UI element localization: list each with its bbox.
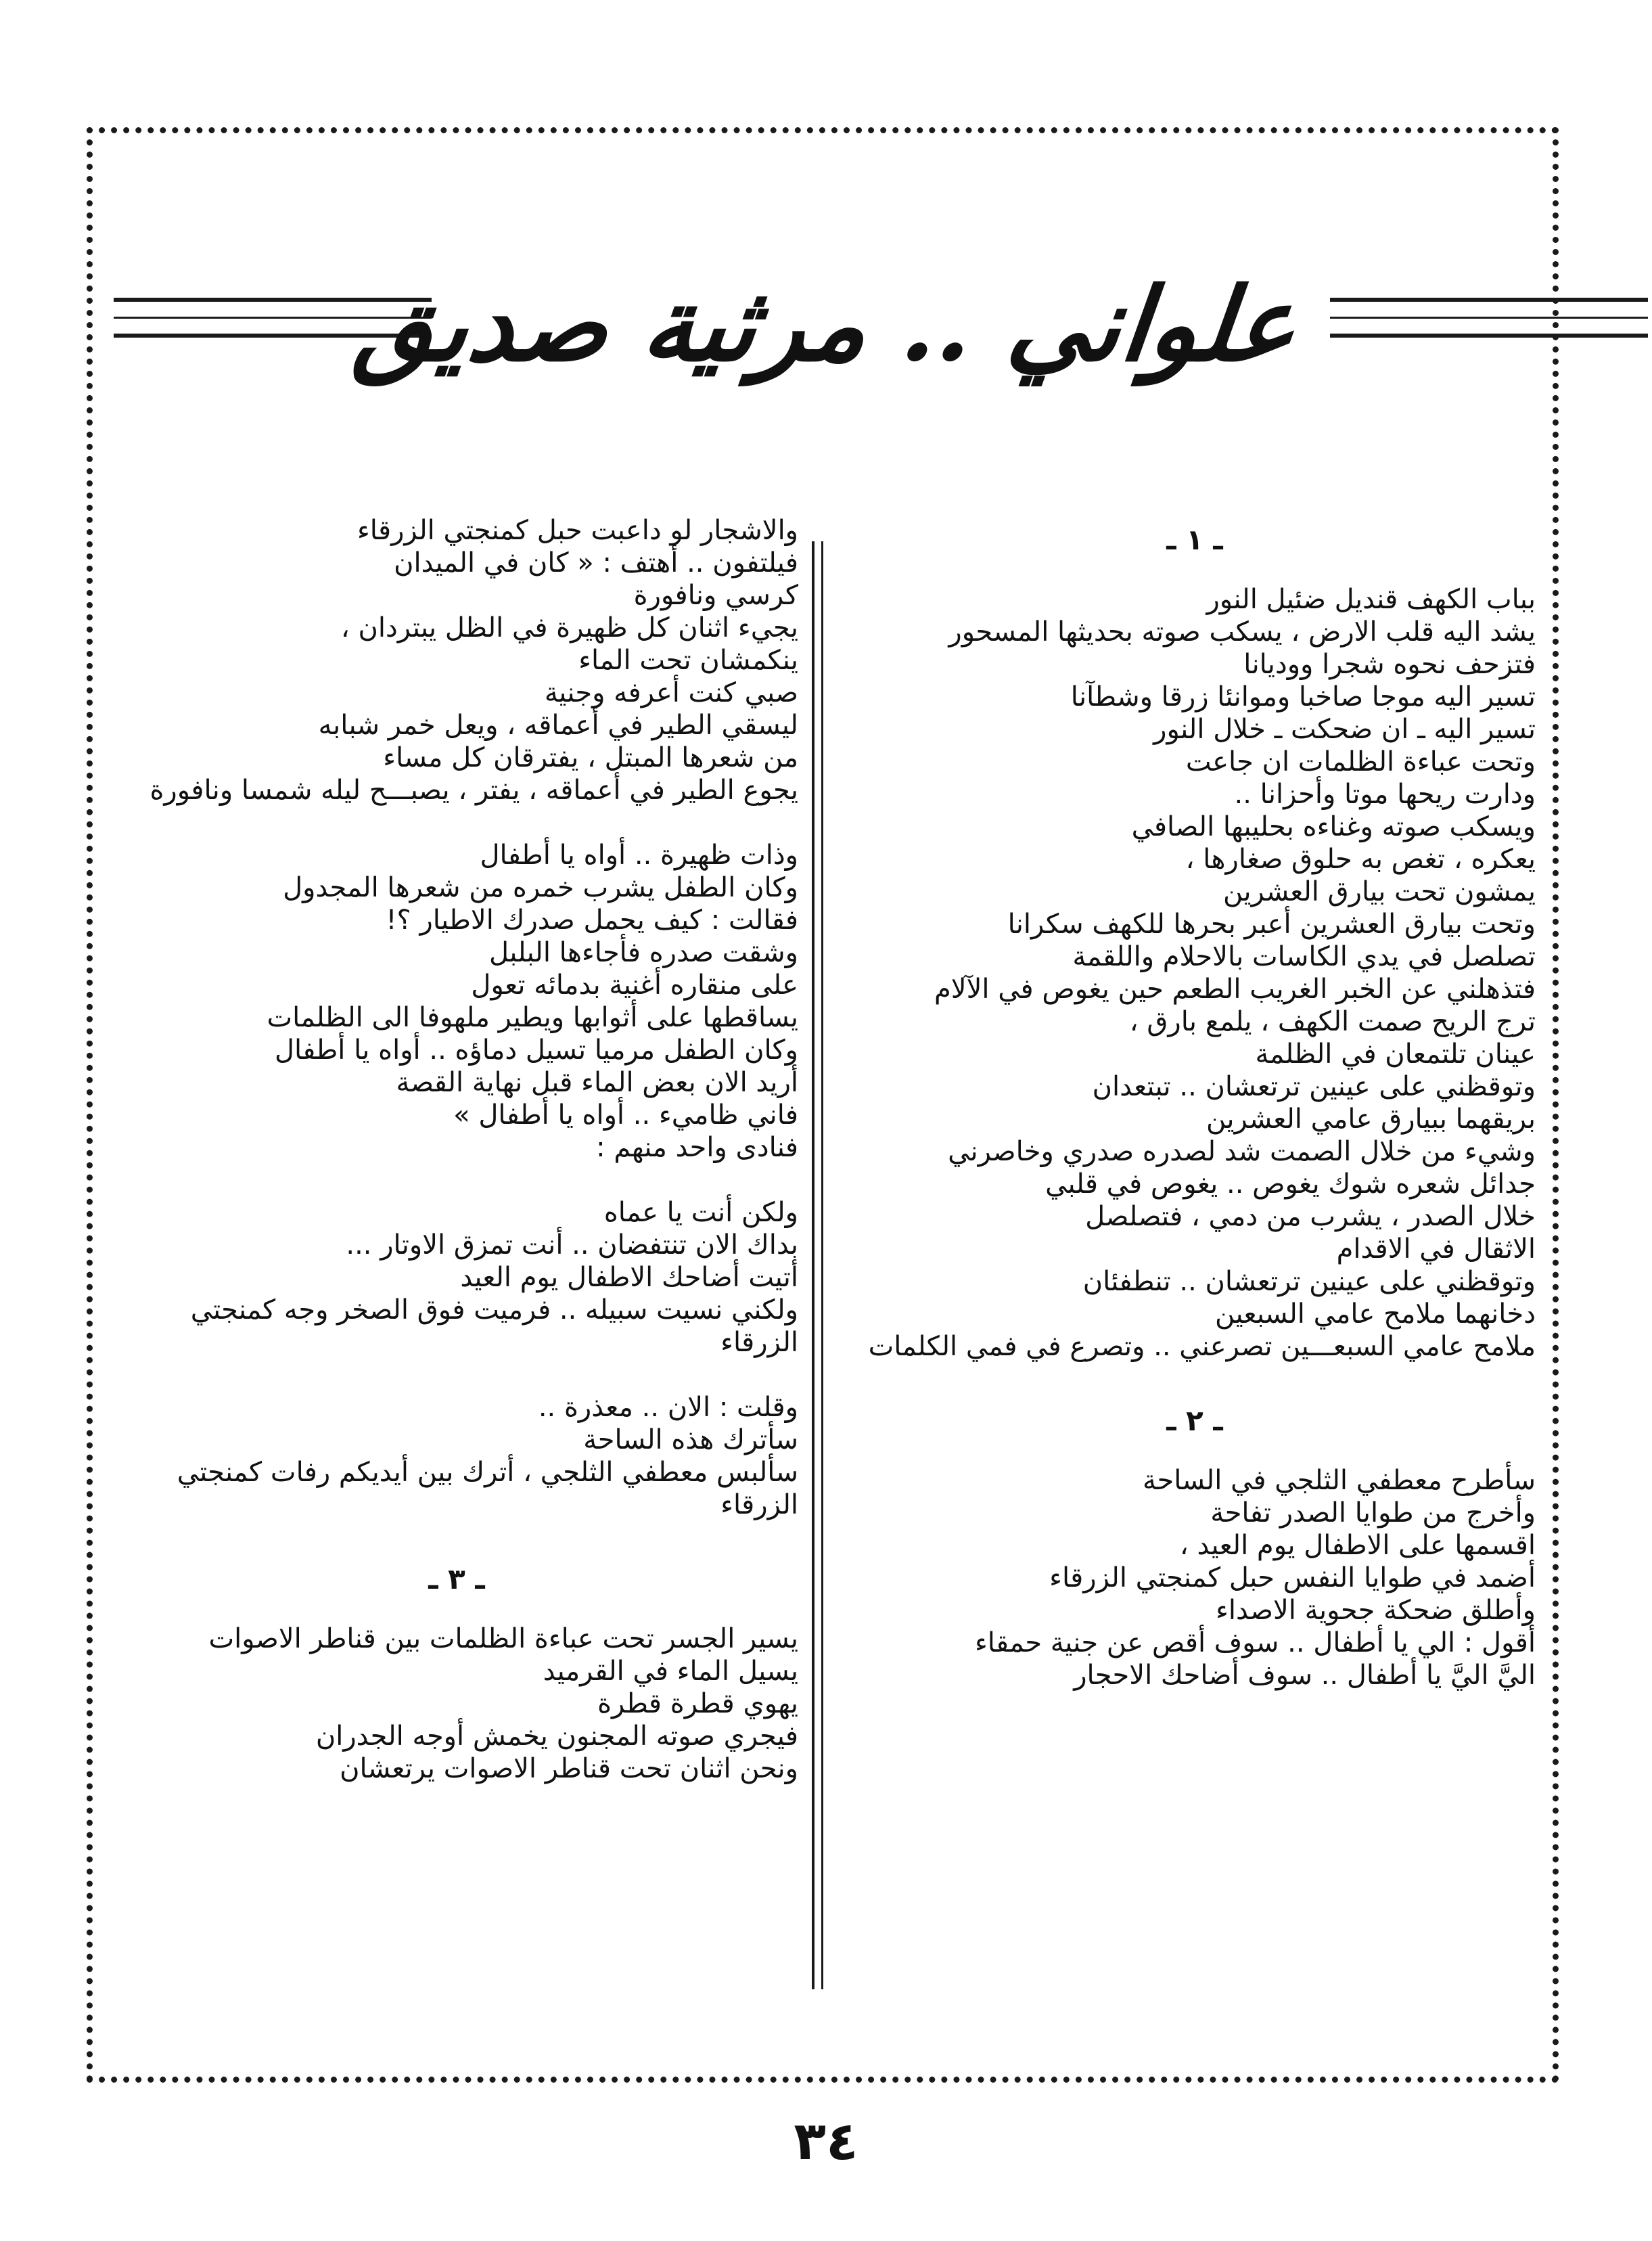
verse-line: يعكره ، تغص به حلوق صغارها ،	[1185, 844, 1536, 875]
verse-line: يجيء اثنان كل ظهيرة في الظل يبتردان ،	[340, 612, 798, 643]
verse-line: الاثقال في الاقدام	[1336, 1233, 1536, 1265]
verse-line: ملامح عامي السبعـــين تصرعني .. وتصرع في فمي الكلمات	[868, 1331, 1536, 1362]
right-column	[854, 514, 1536, 1692]
verse-line: وتحت عباءة الظلمات ان جاعت	[1185, 746, 1536, 777]
verse-line: سأطرح معطفي الثلجي في الساحة	[1143, 1465, 1536, 1496]
verse-line: يساقطها على أثوابها ويطير ملهوفا الى الظلمات	[267, 1002, 798, 1033]
verse-line: أقول : الي يا أطفال .. سوف أقص عن جنية حمقاء	[974, 1627, 1536, 1658]
verse-line: بباب الكهف قنديل ضئيل النور	[1206, 584, 1536, 615]
verse-line: فنادى واحد منهم :	[596, 1132, 798, 1163]
verse-line: وذات ظهيرة .. أواه يا أطفال	[480, 840, 798, 871]
verse-line: أريد الان بعض الماء قبل نهاية القصة	[396, 1067, 798, 1098]
verse-line: ترج الريح صمت الكهف ، يلمع بارق ،	[1129, 1006, 1536, 1037]
section-marker-1: ـ ١ ـ	[1166, 523, 1223, 556]
verse-line: وقلت : الان .. معذرة ..	[538, 1392, 798, 1423]
verse-line: يسيل الماء في القرميد	[543, 1656, 798, 1687]
verse-line: والاشجار لو داعبت حبل كمنجتي الزرقاء	[357, 515, 798, 546]
verse-line: يمشون تحت بيارق العشرين	[1222, 876, 1536, 907]
verse-line: فيلتفون .. أهتف : « كان في الميدان	[394, 547, 798, 579]
verse-line: وشقت صدره فأجاءها البلبل	[488, 937, 798, 968]
verse-line: ونحن اثنان تحت قناطر الاصوات يرتعشان	[340, 1753, 798, 1784]
verse-line: ولكني نسيت سبيله .. فرميت فوق الصخر وجه كمنجتي الزرقاء	[190, 1294, 798, 1358]
column-divider	[812, 541, 823, 1989]
verse-line: وأطلق ضحكة جحوية الاصداء	[1216, 1595, 1536, 1626]
verse-line: خلال الصدر ، يشرب من دمي ، فتصلصل	[1085, 1201, 1536, 1232]
verse-line: ينكمشان تحت الماء	[578, 645, 798, 676]
verse-line: تسير اليه موجا صاخبا وموانئا زرقا وشطآنا	[1070, 681, 1536, 712]
verse-line: بداك الان تنتفضان .. أنت تمزق الاوتار ...	[346, 1229, 798, 1261]
verse-line: سألبس معطفي الثلجي ، أترك بين أيديكم رفات كمنجتي الزرقاء	[177, 1457, 798, 1520]
verse-line: وشيء من خلال الصمت شد لصدره صدري وخاصرني	[948, 1136, 1536, 1167]
verse-line: فتزحف نحوه شجرا ووديانا	[1243, 649, 1536, 680]
verse-line: تسير اليه ـ ان ضحكت ـ خلال النور	[1153, 714, 1536, 745]
verse-line: ولكن أنت يا عماه	[603, 1197, 798, 1228]
verse-line: وأخرج من طوايا الصدر تفاحة	[1210, 1497, 1536, 1529]
verse-line: يسير الجسر تحت عباءة الظلمات بين قناطر الاصوات	[208, 1623, 798, 1654]
verse-line: كرسي ونافورة	[633, 580, 798, 611]
verse-line: فيجري صوته المجنون يخمش أوجه الجدران	[315, 1721, 798, 1752]
verse-line: أضمد في طوايا النفس حبل كمنجتي الزرقاء	[1049, 1562, 1536, 1593]
verse-line: سأترك هذه الساحة	[583, 1424, 798, 1455]
verse-line: يشد اليه قلب الارض ، يسكب صوته بحديثها المسحور	[948, 616, 1536, 648]
verse-line: اقسمها على الاطفال يوم العيد ،	[1179, 1530, 1536, 1561]
verse-line: وتوقظني على عينين ترتعشان .. تبتعدان	[1092, 1071, 1536, 1102]
verse-line: فتذهلني عن الخبر الغريب الطعم حين يغوص في الآلام	[934, 974, 1536, 1005]
verse-line: على منقاره أغنية بدمائه تعول	[471, 970, 798, 1001]
verse-line: جدائل شعره شوك يغوص .. يغوص في قلبي	[1045, 1169, 1536, 1200]
verse-line: وكان الطفل يشرب خمره من شعرها المجدول	[283, 872, 798, 903]
verse-line: بريقهما ببيارق عامي العشرين	[1206, 1104, 1536, 1135]
page-number: ٣٤	[794, 2111, 858, 2172]
verse-line: دخانهما ملامح عامي السبعين	[1215, 1298, 1536, 1330]
poem-title: علواني .. مرثية صديق	[349, 265, 1303, 384]
verse-line: أتيت أضاحك الاطفال يوم العيد	[460, 1262, 798, 1293]
verse-line: يهوي قطرة قطرة	[597, 1688, 798, 1719]
section-marker-2: ـ ٢ ـ	[1166, 1404, 1223, 1437]
title-block	[0, 250, 1652, 399]
verse-line: وتوقظني على عينين ترتعشان .. تنطفئان	[1082, 1266, 1536, 1297]
verse-line: يجوع الطير في أعماقه ، يفتر ، يصبـــح ليله شمسا ونافورة	[150, 775, 798, 806]
verse-line: من شعرها المبتل ، يفترقان كل مساء	[383, 742, 798, 773]
left-column	[115, 514, 798, 1785]
verse-line: فاني ظاميء .. أواه يا أطفال »	[453, 1100, 798, 1131]
verse-line: ويسكب صوته وغناءه بحليبها الصافي	[1131, 811, 1536, 842]
verse-line: وتحت بيارق العشرين أعبر بحرها للكهف سكرانا	[1007, 909, 1536, 940]
verse-line: تصلصل في يدي الكاسات بالاحلام واللقمة	[1072, 941, 1536, 972]
section-marker-3: ـ ٣ ـ	[428, 1562, 485, 1595]
verse-line: ليسقي الطير في أعماقه ، ويعل خمر شبابه	[318, 710, 798, 741]
verse-line: اليَّ اليَّ يا أطفال .. سوف أضاحك الاحجار	[1074, 1660, 1536, 1691]
verse-line: فقالت : كيف يحمل صدرك الاطيار ؟!	[386, 905, 798, 936]
verse-line: عينان تلتمعان في الظلمة	[1255, 1039, 1536, 1070]
verse-line: صبي كنت أعرفه وجنية	[544, 677, 798, 708]
verse-line: وكان الطفل مرميا تسيل دماؤه .. أواه يا أطفال	[274, 1035, 798, 1066]
verse-line: ودارت ريحها موتا وأحزانا ..	[1234, 779, 1536, 810]
